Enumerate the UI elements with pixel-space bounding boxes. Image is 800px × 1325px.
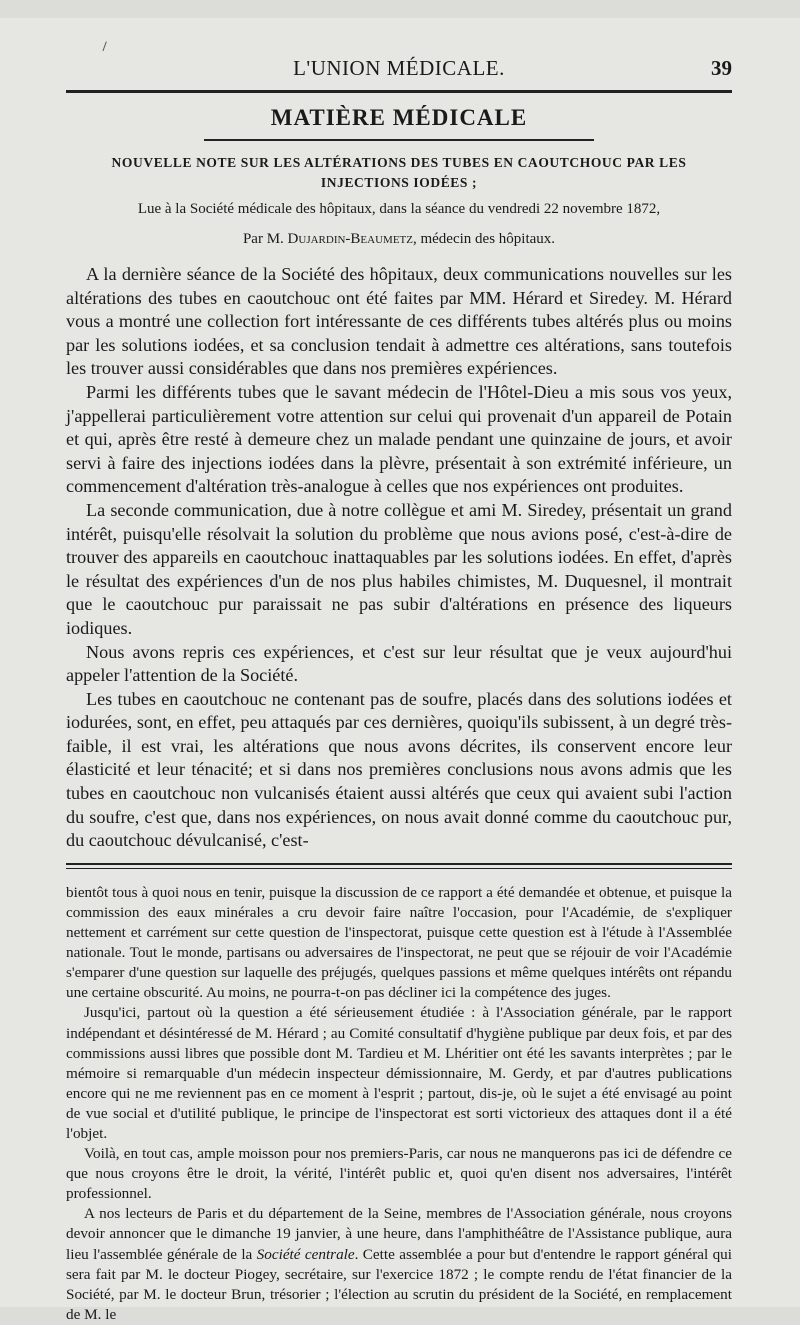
byline-prefix: Par M. bbox=[242, 231, 288, 247]
article-body bbox=[66, 263, 732, 853]
byline bbox=[66, 229, 732, 249]
paragraph: La seconde communication, due à notre collègue et ami M. Siredey, présentait un grand intérêt, puisqu'elle résolvait la solution du problème que nous avions posé, c'est-à-dire de trouver des appareils en caoutchouc inattaquables par les solutions iodées. En effet, d'après le résultat des expériences d'un de nos plus habiles chimistes, M. Duquesnel, il montrait que le caoutchouc pur paraissait ne pas subir d'altérations en présence des liqueurs iodiques. bbox=[66, 499, 732, 638]
paragraph: Les tubes en caoutchouc ne contenant pas de soufre, placés dans des solutions iodées et iodurées, sont, en effet, peu attaqués par ces dernières, quoiqu'ils subissent, à un degré très-faible, il est vrai, les altérations que nous avons décrites, ils conservent encore leur élasticité et leur ténacité; et si dans nos premières conclusions nous avons admis que les tubes en caoutchouc non vulcanisés étaient aussi altérés que ceux qui avaient subi l'action du soufre, c'est que, dans nos expériences, on nous avait donné comme du caoutchouc pur, du caoutchouc dévulcanisé, c'est- bbox=[66, 688, 732, 851]
page-number: 39 bbox=[711, 56, 732, 80]
note-paragraph: Voilà, en tout cas, ample moisson pour nos premiers-Paris, car nous ne manquerons pas ici de défendre ce que nous croyons être le droit, la vérité, l'intérêt public et, quoi qu'en disent nos adversaires, l'intérêt professionnel. bbox=[66, 1145, 732, 1203]
journal-page bbox=[0, 18, 800, 1323]
paragraph: Nous avons repris ces expériences, et c'est sur leur résultat que je veux aujourd'hui appeler l'attention de la Société. bbox=[66, 641, 732, 686]
paragraph: Parmi les différents tubes que le savant médecin de l'Hôtel-Dieu a mis sous vos yeux, j'appellerai particulièrement votre attention sur celui qui provenait d'un appareil de Potain et qui, après être resté à demeure chez un malade pendant une quinzaine de jours, et avoir servi à faire des injections iodées dans la plèvre, présentait à son extrémité inférieure, un commencement d'altération très-analogue à celles que nos expériences ont produites. bbox=[66, 381, 732, 497]
section-title: MATIÈRE MÉDICALE bbox=[270, 105, 528, 130]
article-title-line2: INJECTIONS IODÉES ; bbox=[320, 175, 478, 190]
article-title bbox=[66, 153, 732, 193]
paragraph: A la dernière séance de la Société des hôpitaux, deux communications nouvelles sur les altérations des tubes en caoutchouc ont été faites par MM. Hérard et Siredey. M. Hérard vous a montré une collection fort intéressante de ces différents tubes altérés plus ou moins par les solutions iodées, et sa conclusion tendait à admettre ces altérations, sans toutefois les trouver aussi considérables que dans nos premières expériences. bbox=[66, 264, 732, 379]
note-paragraph: Jusqu'ici, partout où la question a été sérieusement étudiée : à l'Association générale, par le rapport indépendant et désintéressé de M. Hérard ; au Comité consultatif d'hygiène publique par deux fois, et par des commissions aussi libres que possible dont M. Tardieu et M. Lhéritier ont été les savants interprètes ; par le mémoire si remarquable d'un médecin inspecteur démissionnaire, M. Gerdy, et par d'autres publications encore qui ne me reviennent pas en ce moment à l'esprit ; partout, dis-je, où le sujet a été envisagé au point de vue social et d'utilité publique, le principe de l'inspectorat est sorti victorieux des attaques dont il a été l'objet. bbox=[66, 1004, 732, 1142]
article-title-line1: NOUVELLE NOTE SUR LES ALTÉRATIONS DES TUBES EN CAOUTCHOUC PAR LES bbox=[111, 155, 687, 170]
feuilleton-text bbox=[66, 883, 732, 1325]
read-at-note: Lue à la Société médicale des hôpitaux, dans la séance du vendredi 22 novembre 1872, bbox=[137, 201, 661, 217]
running-head bbox=[66, 18, 732, 93]
journal-title: L'UNION MÉDICALE. bbox=[293, 56, 505, 80]
feuilleton-divider bbox=[66, 863, 732, 869]
note-text: . Cette assemblée a pour but d'entendre le rapport général qui sera fait par M. le docteur Piogey, secrétaire, sur l'exercice 1872 ; le compte rendu de l'état financier de la Société, par M. le docteur Brun, trésorier ; l'élection au scrutin du président de la Société, en remplacement de M. le bbox=[66, 1245, 732, 1323]
note-paragraph bbox=[66, 1204, 732, 1325]
note-paragraph: bientôt tous à quoi nous en tenir, puisque la discussion de ce rapport a été demandée et obtenue, et puisque la commission des eaux minérales a cru devoir faire naître l'occasion, pour l'Académie, de s'expliquer nettement et carrément sur cette question de l'inspectorat, puisque cette question est à l'étude à l'Assemblée nationale. Tout le monde, partisans ou adversaires de l'inspectorat, ne peut que se réjouir de voir l'Académie s'emparer d'une question sur laquelle des préjugés, quelques passions et même quelques intérêts ont répandu une certaine obscurité. Au moins, ne pourra-t-on pas décliner ici la compétence des juges. bbox=[66, 883, 732, 1002]
byline-author: Dujardin-Beaumetz bbox=[287, 231, 413, 247]
title-rule bbox=[204, 139, 594, 141]
byline-suffix: , médecin des hôpitaux. bbox=[412, 231, 556, 247]
note-text: A nos lecteurs de Paris et du département de la Seine, membres de l'Association générale, nous croyons devoir annoncer que le dimanche 19 janvier, à une heure, dans l'amphithéâtre de l'Assistance publique, aura lieu l'assemblée générale de la bbox=[66, 1205, 732, 1263]
note-society-name: Société centrale bbox=[256, 1245, 355, 1263]
